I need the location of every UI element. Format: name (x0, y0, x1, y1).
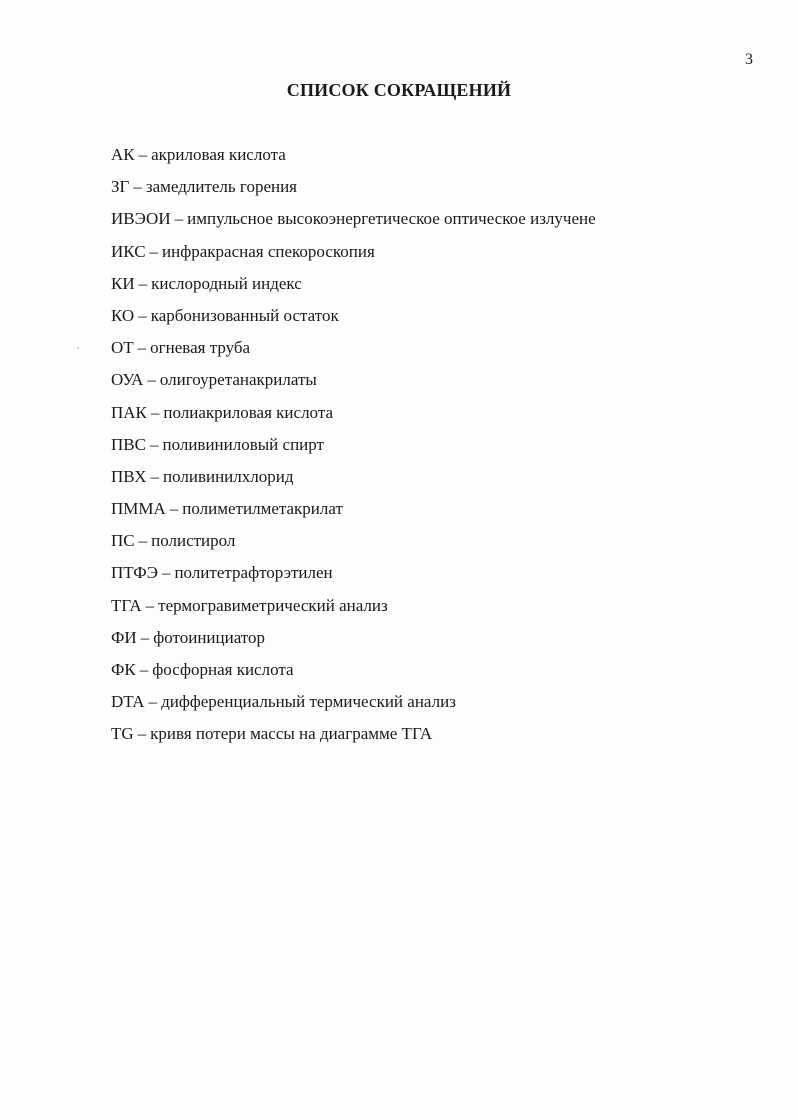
list-item (111, 434, 596, 466)
abbreviation-separator: – (145, 595, 155, 615)
abbreviation-term: DTA (111, 692, 145, 712)
abbreviation-term: TG (111, 724, 134, 744)
abbreviation-definition: акриловая кислота (151, 145, 286, 164)
list-item (111, 723, 596, 755)
abbreviation-definition: олигоуретанакрилаты (159, 370, 317, 390)
abbreviation-term: ПТФЭ (111, 563, 158, 583)
abbreviation-list (111, 144, 596, 756)
abbreviation-definition: кислородный индекс (151, 273, 302, 293)
list-item (111, 402, 596, 434)
list-item (111, 273, 596, 305)
abbreviation-separator: – (149, 241, 159, 261)
list-item (111, 144, 596, 176)
abbreviation-separator: – (147, 370, 156, 390)
list-item (111, 305, 596, 337)
scan-speck (77, 347, 79, 349)
abbreviation-term: ПАК (111, 402, 147, 422)
page-title: СПИСОК СОКРАЩЕНИЙ (286, 80, 512, 100)
abbreviation-separator: – (150, 402, 160, 422)
abbreviation-separator: – (161, 563, 171, 583)
list-item (111, 595, 596, 627)
abbreviation-separator: – (148, 692, 158, 712)
abbreviation-separator: – (138, 273, 148, 293)
abbreviation-definition: замедлитель горения (145, 177, 297, 197)
abbreviation-definition: огневая труба (150, 338, 251, 358)
abbreviation-term: ПВС (111, 434, 146, 454)
abbreviation-separator: – (137, 338, 147, 358)
abbreviation-term: ПС (111, 531, 135, 551)
abbreviation-separator: – (139, 660, 149, 679)
list-item (111, 176, 596, 208)
abbreviation-separator: – (133, 177, 142, 197)
abbreviation-definition: термогравиметрический анализ (158, 595, 388, 615)
abbreviation-definition: дифференциальный термический анализ (161, 692, 456, 712)
abbreviation-definition: кривя потери массы на диаграмме ТГА (150, 724, 433, 744)
page-number: 3 (745, 51, 753, 68)
abbreviation-term: КИ (111, 273, 135, 293)
abbreviation-term: АК (111, 145, 135, 164)
abbreviation-separator: – (140, 627, 150, 647)
abbreviation-term: ФИ (111, 627, 137, 647)
abbreviation-separator: – (169, 499, 179, 519)
abbreviation-definition: поливинилхлорид (162, 466, 294, 486)
abbreviation-separator: – (150, 466, 159, 486)
list-item (111, 627, 596, 659)
abbreviation-definition: импульсное высокоэнергетическое оптическое излучене (187, 209, 596, 229)
abbreviation-term: ТГА (111, 595, 142, 615)
list-item (111, 208, 596, 240)
list-item (111, 562, 596, 594)
abbreviation-definition: политетрафторэтилен (174, 563, 333, 583)
list-item (111, 466, 596, 498)
abbreviation-definition: полистирол (151, 531, 236, 551)
abbreviation-term: ПВХ (111, 466, 147, 486)
abbreviation-separator: – (138, 531, 148, 551)
abbreviation-term: ЗГ (111, 177, 130, 197)
abbreviation-separator: – (149, 434, 159, 454)
list-item (111, 337, 596, 369)
list-item (111, 241, 596, 273)
abbreviation-definition: инфракрасная спекороскопия (162, 241, 375, 261)
abbreviation-term: КО (111, 305, 135, 325)
abbreviation-separator: – (174, 209, 184, 229)
abbreviation-term: ОУА (111, 370, 144, 390)
abbreviation-term: ПММА (111, 499, 166, 519)
abbreviation-definition: поливиниловый спирт (162, 434, 324, 454)
abbreviation-separator: – (137, 724, 147, 744)
list-item (111, 530, 596, 562)
abbreviation-term: ОТ (111, 338, 134, 358)
abbreviation-term: ИКС (111, 241, 146, 261)
list-item (111, 369, 596, 401)
list-item (111, 659, 596, 691)
list-item (111, 498, 596, 530)
list-item (111, 691, 596, 723)
abbreviation-term: ИВЭОИ (111, 209, 171, 229)
abbreviation-definition: полиакриловая кислота (163, 402, 334, 422)
abbreviation-separator: – (138, 305, 147, 325)
abbreviation-definition: фосфорная кислота (152, 660, 294, 679)
abbreviation-definition: фотоинициатор (153, 627, 266, 647)
abbreviation-definition: полиметилметакрилат (182, 499, 343, 519)
abbreviation-term: ФК (111, 660, 136, 679)
abbreviation-separator: – (138, 145, 148, 164)
abbreviation-definition: карбонизованный остаток (150, 305, 339, 325)
